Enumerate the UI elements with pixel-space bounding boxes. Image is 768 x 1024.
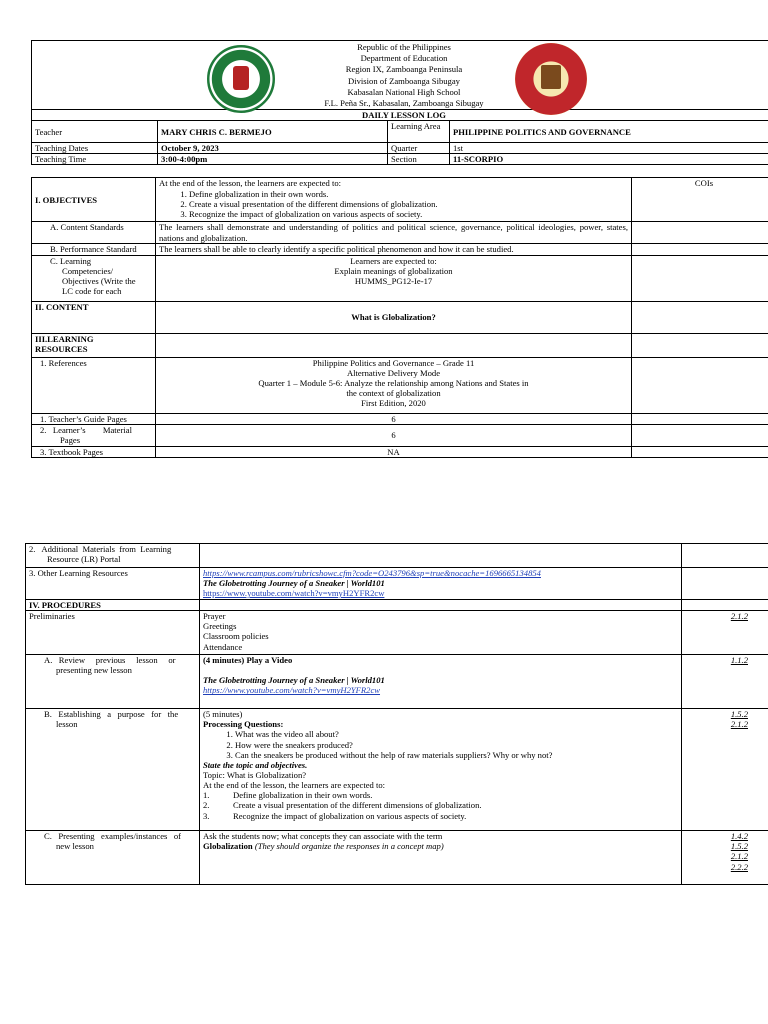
youtube-link[interactable]: https://www.youtube.com/watch?v=vmyH2YFR2cw (203, 588, 385, 599)
teaching-time: 3:00-4:00pm (158, 154, 388, 165)
objectives-cell (156, 178, 632, 222)
presenting-label (26, 831, 200, 885)
concept-map-note: (They should organize the responses in a concept map) (254, 841, 444, 852)
presenting-coi (682, 831, 768, 885)
teacher-label: Teacher (32, 121, 158, 143)
lesson-log-page-1 (31, 40, 768, 458)
content-standards-label: A. Content Standards (32, 222, 156, 244)
purpose-intro: At the end of the lesson, the learners are expected to: (203, 780, 386, 791)
preliminaries-coi (682, 611, 768, 655)
header-line: Department of Education (360, 53, 448, 64)
video-title: The Globetrotting Journey of a Sneaker | World101 (203, 578, 385, 589)
document-title: DAILY LESSON LOG (32, 110, 768, 121)
teachers-guide-pages: 6 (156, 413, 632, 424)
rubric-link[interactable]: https://www.rcampus.com/rubricshowc.cfm?code=O243796&sp=true&nocache=1696665134854 (203, 568, 541, 578)
textbook-pages: NA (156, 446, 632, 457)
processing-question: 2. How were the sneakers produced? (235, 740, 678, 750)
processing-question: 1. What was the video all about? (235, 729, 678, 739)
other-resources (200, 568, 682, 600)
add-label-line: Resource (LR) Portal (47, 554, 121, 565)
coi-code: 1.5.2 (730, 841, 748, 852)
header-line: Republic of the Philippines (357, 42, 451, 52)
presenting-content (200, 831, 682, 885)
resources-label (32, 333, 156, 357)
dates-label: Teaching Dates (32, 143, 158, 154)
coi-code: 1.4.2 (730, 831, 748, 842)
processing-questions-label: Processing Questions (203, 719, 281, 730)
review-coi (682, 655, 768, 709)
presenting-instruction: Ask the students now; what concepts they can associate with the term (203, 831, 443, 842)
objectives-table (31, 177, 768, 457)
lm-label-line: Pages (60, 434, 81, 445)
section-value: 11-SCORPIO (450, 154, 768, 165)
header-line: Region IX, Zamboanga Peninsula (345, 64, 463, 75)
teachers-guide-label: 1. Teacher’s Guide Pages (32, 413, 156, 424)
review-video-link[interactable]: https://www.youtube.com/watch?v=vmyH2YFR2cw (203, 685, 381, 696)
coi-code: 1.5.2 (730, 709, 748, 720)
quarter-label: Quarter (388, 143, 450, 154)
area-label: Learning Area (388, 121, 450, 143)
reference-line: Philippine Politics and Governance – Grade 11 (312, 357, 475, 368)
learning-competencies (156, 255, 632, 301)
review-content (200, 655, 682, 709)
header-line: F.L. Peña Sr., Kabasalan, Zamboanga Sibugay (324, 98, 484, 109)
review-label (26, 655, 200, 709)
objective-item: 3. Recognize the impact of globalization on various aspects of society. (189, 209, 628, 219)
processing-question: 3. Can the sneakers be produced without the help of raw materials suppliers? Why or why not? (235, 750, 678, 760)
quarter-value: 1st (450, 143, 768, 154)
purpose-label (26, 709, 200, 831)
cois-header: COIs (632, 178, 768, 222)
content-standards: The learners shall demonstrate and understanding of politics and political science, governance, political ideologies, power, states, nations and globalization. (156, 222, 632, 244)
objectives-intro: At the end of the lesson, the learners are expected to: (159, 178, 342, 189)
purpose-coi (682, 709, 768, 831)
lc-label (32, 255, 156, 301)
teacher-name: MARY CHRIS C. BERMEJO (158, 121, 388, 143)
lc-label-line: LC code for each (62, 285, 122, 296)
objective-item: 2. Create a visual presentation of the different dimensions of globalization. (189, 199, 628, 209)
preliminaries (200, 611, 682, 655)
coi-code: 2.1.2 (730, 851, 748, 862)
purpose-label-line: lesson (56, 719, 78, 730)
preliminaries-label: Preliminaries (26, 611, 200, 655)
coi-code: 2.1.2 (730, 719, 748, 730)
references-label: 1. References (32, 357, 156, 413)
section-label: Section (388, 154, 450, 165)
purpose-label-line: B. Establishing a purpose for the (44, 709, 179, 720)
content-label: II. CONTENT (32, 301, 156, 333)
resources-label-line: III.LEARNING (35, 333, 94, 344)
resources-label-line: RESOURCES (35, 343, 88, 354)
purpose-time: (5 minutes) (203, 709, 243, 720)
performance-standard: The learners shall be able to clearly identify a specific political phenomenon and how it can be studied. (156, 244, 632, 255)
info-table (31, 109, 768, 165)
review-video-title: The Globetrotting Journey of a Sneaker | World101 (203, 675, 385, 686)
lc-label-line: Objectives (Write the (62, 275, 136, 286)
learners-material-pages: 6 (156, 424, 632, 446)
reference-line: First Edition, 2020 (361, 398, 426, 409)
purpose-objective: Define globalization in their own words. (233, 790, 373, 801)
content-value: What is Globalization? (156, 301, 632, 333)
textbook-label: 3. Textbook Pages (32, 446, 156, 457)
teaching-dates: October 9, 2023 (158, 143, 388, 154)
purpose-objective: Recognize the impact of globalization on various aspects of society. (233, 810, 467, 821)
globalization-term: Globalization (203, 841, 253, 852)
preliminary-item: Attendance (203, 641, 243, 652)
review-time: (4 minutes) Play a Video (203, 655, 293, 666)
lc-line: Explain meanings of globalization (334, 265, 453, 276)
coi-code: 1.1.2 (730, 655, 748, 666)
lm-label-line: 2. Learner’s Material (40, 424, 132, 435)
topic: Topic: What is Globalization? (203, 769, 307, 780)
objective-item: 1. Define globalization in their own words. (189, 189, 628, 199)
lc-code: HUMMS_PG12-Ie-17 (354, 275, 433, 286)
procedures-table (25, 543, 768, 885)
other-resources-label: 3. Other Learning Resources (26, 568, 200, 600)
reference-line: the context of globalization (346, 387, 441, 398)
objectives-label: I. OBJECTIVES (32, 178, 156, 222)
reference-line: Quarter 1 – Module 5-6: Analyze the relationship among Nations and States in (258, 377, 529, 388)
reference-line: Alternative Delivery Mode (346, 367, 441, 378)
lesson-log-page-2 (25, 543, 768, 885)
performance-standard-label: B. Performance Standard (32, 244, 156, 255)
review-label-line: A. Review previous lesson or (44, 655, 176, 666)
header-line: Kabasalan National High School (347, 86, 461, 97)
lc-label-line: C. Learning (50, 255, 92, 266)
preliminary-item: Prayer (203, 611, 226, 622)
preliminary-item: Greetings (203, 621, 237, 632)
lc-line: Learners are expected to: (350, 255, 437, 266)
time-label: Teaching Time (32, 154, 158, 165)
learners-material-label (32, 424, 156, 446)
header-line: Division of Zamboanga Sibugay (348, 75, 460, 86)
coi-code: 2.1.2 (730, 611, 748, 622)
lc-label-line: Competencies/ (62, 265, 114, 276)
presenting-label-line: new lesson (56, 841, 94, 852)
references (156, 357, 632, 413)
purpose-objective: Create a visual presentation of the different dimensions of globalization. (233, 800, 482, 811)
purpose-content: (5 minutes) Processing Questions: 1. What was the video all about? 2. How were the sneakers produced? 3. Can the sneakers be produced without the help of raw materials suppliers? Why or why not? State the topic and objectives. Topic: What is Globalization? At the end of the lesson, the learners are expected to: 1. Define globalization in their own words. 2. Create a visual presentation of the different dimensions of globalization. 3. Recognize the impact of globalization on various aspects of society. (200, 709, 682, 831)
state-topic-label: State the topic and objectives. (203, 759, 308, 770)
coi-code: 2.2.2 (730, 861, 748, 872)
add-label-line: 2. Additional Materials from Learning (29, 544, 172, 554)
school-header (31, 40, 768, 109)
preliminary-item: Classroom policies (203, 631, 269, 642)
presenting-label-line: C. Presenting examples/instances of (44, 831, 181, 842)
learning-area: PHILIPPINE POLITICS AND GOVERNANCE (450, 121, 768, 143)
review-label-line: presenting new lesson (56, 665, 132, 676)
additional-materials-label (26, 544, 200, 568)
procedures-label: IV. PROCEDURES (26, 600, 200, 611)
